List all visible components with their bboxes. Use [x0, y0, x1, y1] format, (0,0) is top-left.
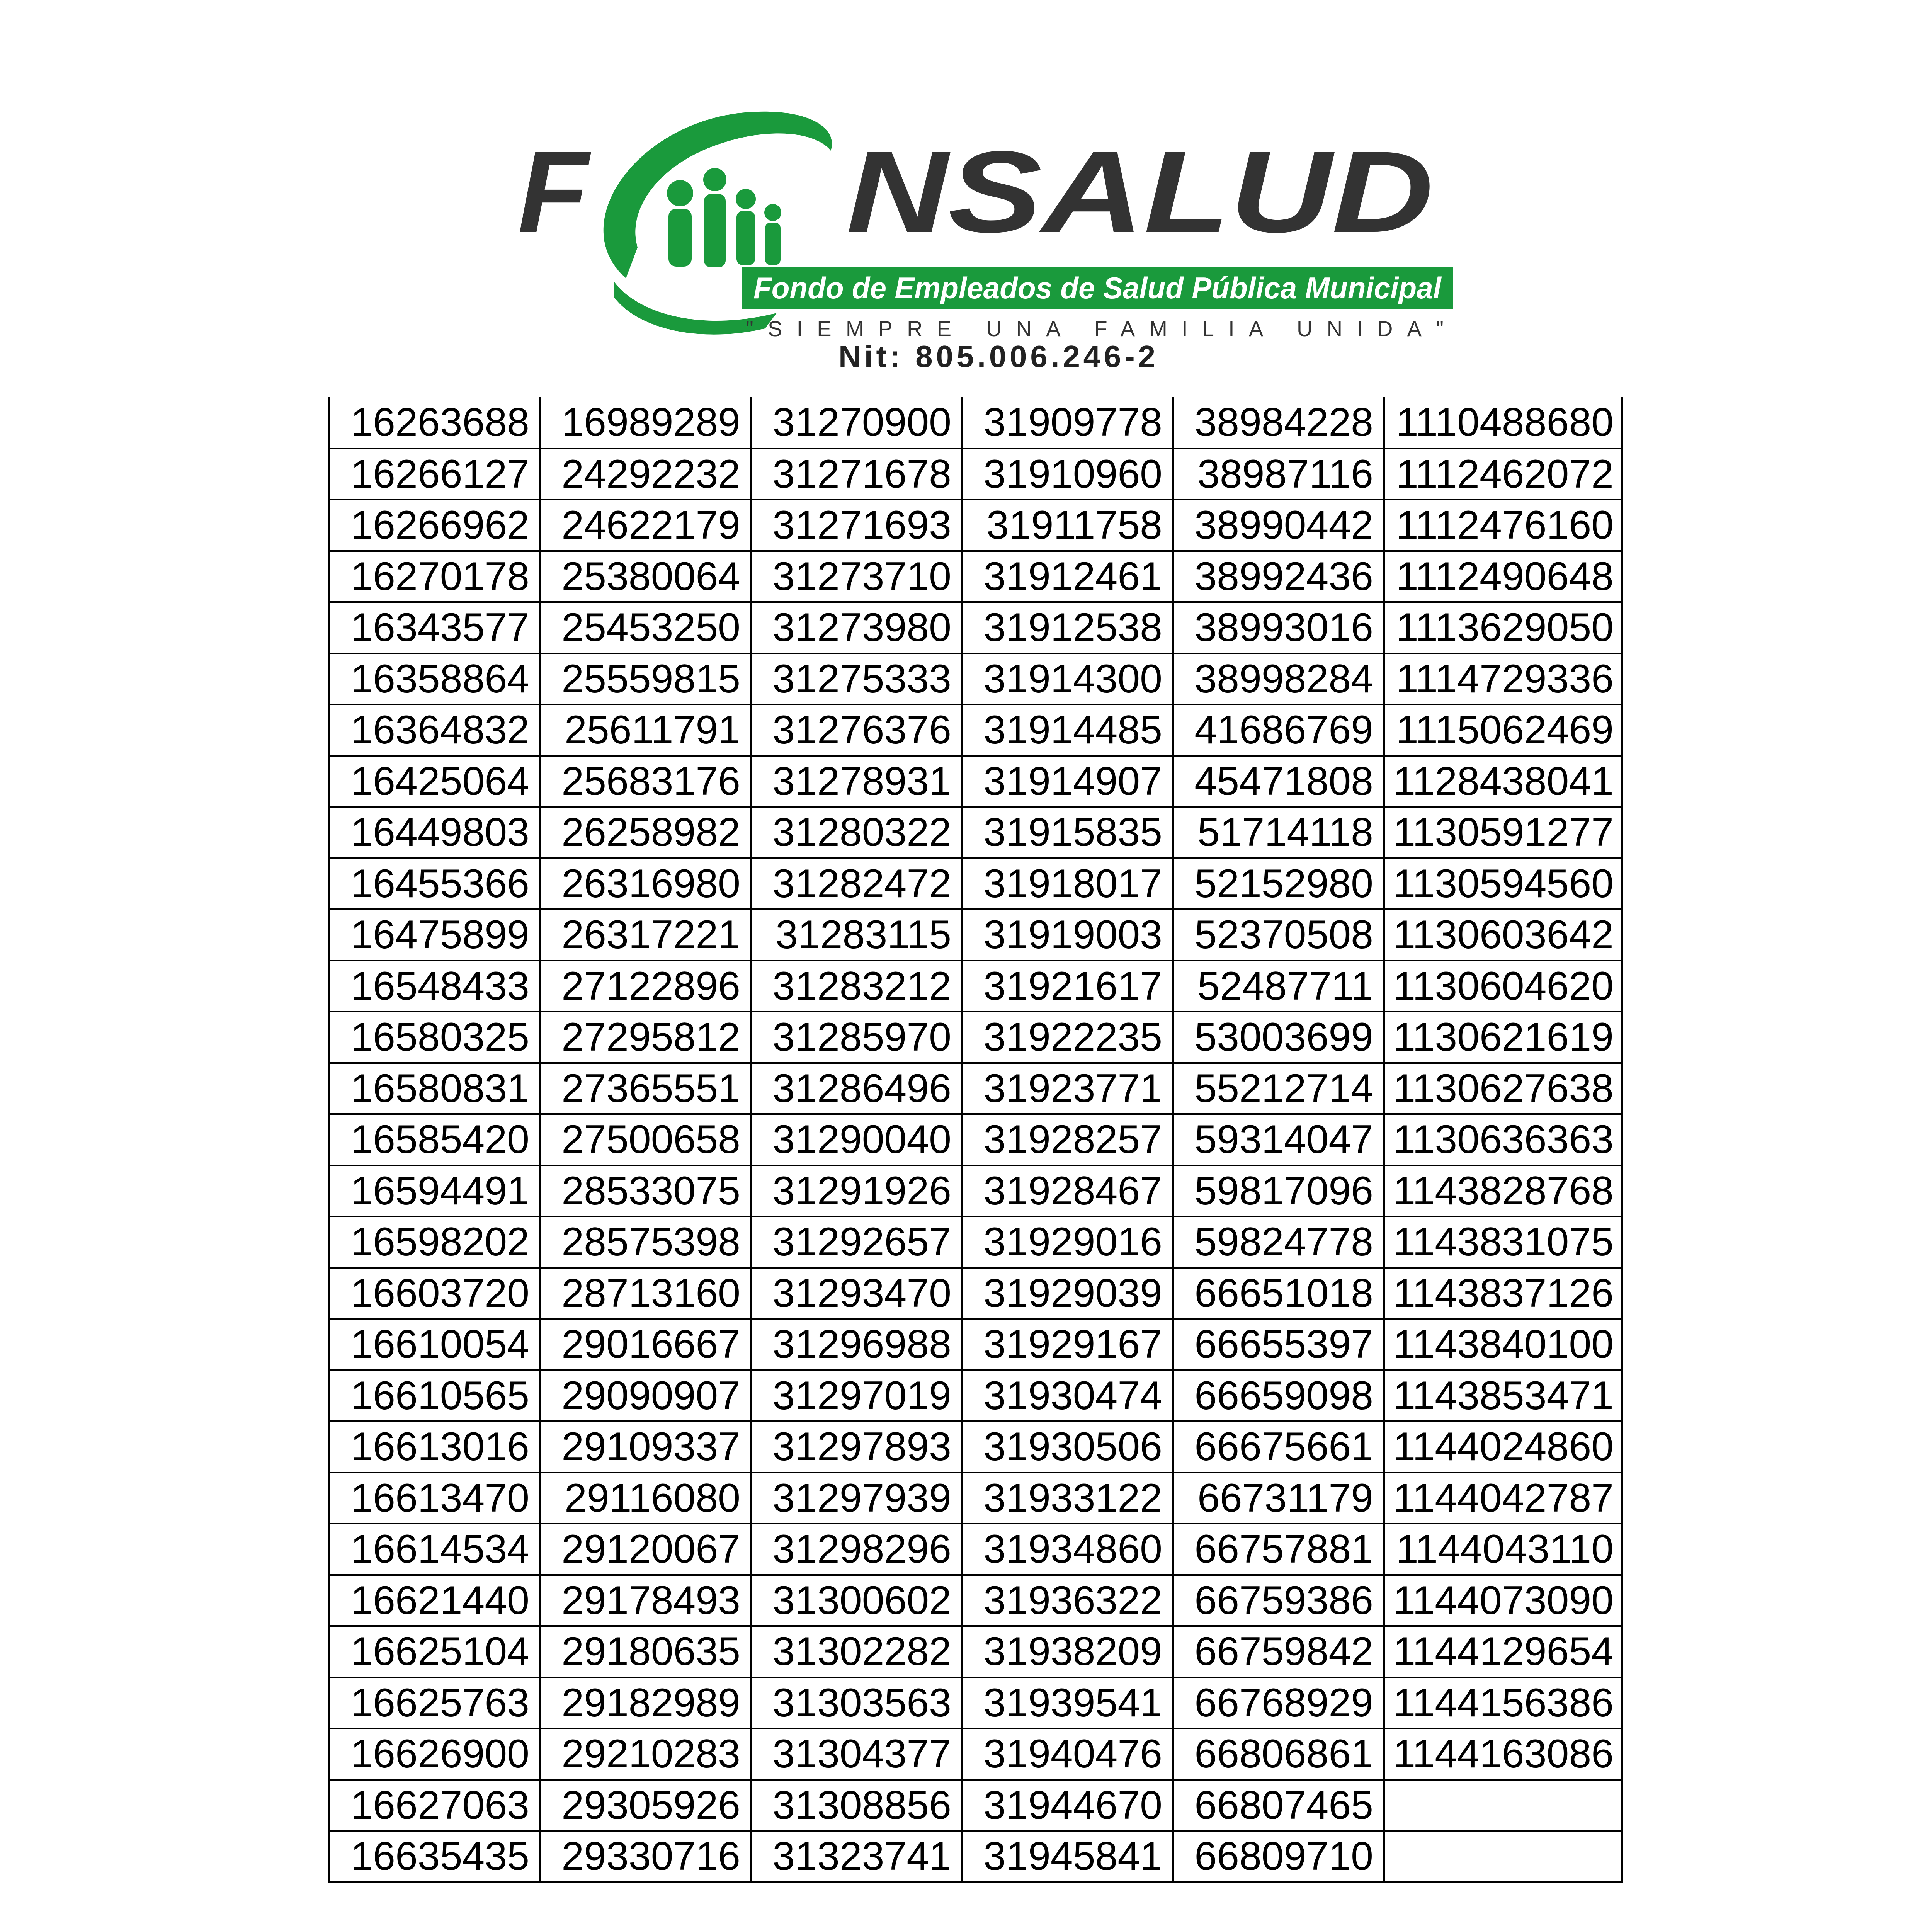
- table-cell: 38987116: [1173, 449, 1384, 500]
- table-cell: 25380064: [540, 551, 751, 602]
- table-cell: 29120067: [540, 1524, 751, 1575]
- table-cell: 31944670: [962, 1780, 1173, 1831]
- table-cell: 1110488680: [1384, 397, 1622, 449]
- table-cell: 31918017: [962, 858, 1173, 910]
- table-cell: 16613016: [329, 1421, 540, 1473]
- table-cell: 1114729336: [1384, 653, 1622, 705]
- table-cell: 1143853471: [1384, 1370, 1622, 1422]
- table-cell: 31909778: [962, 397, 1173, 449]
- table-cell: 16548433: [329, 961, 540, 1012]
- table-cell: 16598202: [329, 1216, 540, 1268]
- table-cell: 31290040: [751, 1114, 962, 1165]
- table-cell: 16364832: [329, 704, 540, 756]
- table-cell: 31271678: [751, 449, 962, 500]
- table-cell: 66759842: [1173, 1626, 1384, 1677]
- table-cell: 1143828768: [1384, 1165, 1622, 1217]
- table-cell: 31271693: [751, 500, 962, 551]
- table-cell: 1130604620: [1384, 961, 1622, 1012]
- table-cell: 45471808: [1173, 756, 1384, 807]
- table-row: [329, 500, 1622, 551]
- table-cell: 29330716: [540, 1831, 751, 1882]
- table-cell: 16425064: [329, 756, 540, 807]
- table-cell: 25611791: [540, 704, 751, 756]
- table-cell: 1144024860: [1384, 1421, 1622, 1473]
- fonsalud-logo: [498, 97, 1464, 390]
- table-cell: 16989289: [540, 397, 751, 449]
- table-row: [329, 1626, 1622, 1677]
- table-cell: 38998284: [1173, 653, 1384, 705]
- table-cell: 31910960: [962, 449, 1173, 500]
- table-row: [329, 653, 1622, 705]
- table-cell: 1144163086: [1384, 1728, 1622, 1780]
- table-cell: 31928467: [962, 1165, 1173, 1217]
- table-cell: 31945841: [962, 1831, 1173, 1882]
- table-cell: 31270900: [751, 397, 962, 449]
- member-id-table: [328, 397, 1623, 1883]
- table-cell: 1112476160: [1384, 500, 1622, 551]
- table-cell: 31922235: [962, 1012, 1173, 1063]
- table-cell: 31304377: [751, 1728, 962, 1780]
- table-cell: 29305926: [540, 1780, 751, 1831]
- table-cell: 1130594560: [1384, 858, 1622, 910]
- table-cell: 28575398: [540, 1216, 751, 1268]
- table-row: [329, 807, 1622, 858]
- logo-letter-f: F: [518, 127, 589, 257]
- table-cell: 1130636363: [1384, 1114, 1622, 1165]
- table-cell: 1130603642: [1384, 909, 1622, 961]
- table-cell: 31923771: [962, 1063, 1173, 1114]
- table-cell: 31915835: [962, 807, 1173, 858]
- table-row: [329, 1268, 1622, 1319]
- table-cell: 31308856: [751, 1780, 962, 1831]
- table-cell: 38992436: [1173, 551, 1384, 602]
- table-cell: 29116080: [540, 1473, 751, 1524]
- table-cell: 31286496: [751, 1063, 962, 1114]
- table-row: [329, 1114, 1622, 1165]
- table-cell: 31273980: [751, 602, 962, 653]
- table-cell: 16625763: [329, 1677, 540, 1729]
- nit-number: Nit: 805.006.246-2: [838, 339, 1155, 374]
- table-cell: [1384, 1831, 1622, 1882]
- table-cell: 1143840100: [1384, 1319, 1622, 1370]
- table-cell: 38984228: [1173, 397, 1384, 449]
- table-row: [329, 1012, 1622, 1063]
- table-cell: 31940476: [962, 1728, 1173, 1780]
- table-cell: 55212714: [1173, 1063, 1384, 1114]
- table-cell: 1143837126: [1384, 1268, 1622, 1319]
- table-cell: 16343577: [329, 602, 540, 653]
- table-cell: 31914485: [962, 704, 1173, 756]
- table-cell: 66768929: [1173, 1677, 1384, 1729]
- table-row: [329, 1677, 1622, 1729]
- table-cell: 31912461: [962, 551, 1173, 602]
- table-cell: 1130621619: [1384, 1012, 1622, 1063]
- table-cell: 16358864: [329, 653, 540, 705]
- table-cell: 59314047: [1173, 1114, 1384, 1165]
- table-row: [329, 551, 1622, 602]
- table-row: [329, 1524, 1622, 1575]
- table-cell: 27500658: [540, 1114, 751, 1165]
- table-cell: 52152980: [1173, 858, 1384, 910]
- table-row: [329, 909, 1622, 961]
- table-cell: 31929016: [962, 1216, 1173, 1268]
- table-cell: 31297939: [751, 1473, 962, 1524]
- table-cell: 31297893: [751, 1421, 962, 1473]
- table-cell: 66759386: [1173, 1575, 1384, 1626]
- table-cell: 31302282: [751, 1626, 962, 1677]
- table-cell: 66651018: [1173, 1268, 1384, 1319]
- table-cell: 16270178: [329, 551, 540, 602]
- table-cell: 1144156386: [1384, 1677, 1622, 1729]
- table-cell: 16585420: [329, 1114, 540, 1165]
- table-cell: 1130591277: [1384, 807, 1622, 858]
- table-cell: 52370508: [1173, 909, 1384, 961]
- table-cell: 16610054: [329, 1319, 540, 1370]
- table-cell: 16625104: [329, 1626, 540, 1677]
- table-cell: 1144129654: [1384, 1626, 1622, 1677]
- table-cell: 31914300: [962, 653, 1173, 705]
- table-cell: 1113629050: [1384, 602, 1622, 653]
- table-cell: 66757881: [1173, 1524, 1384, 1575]
- table-row: [329, 961, 1622, 1012]
- table-row: [329, 1216, 1622, 1268]
- table-cell: 28713160: [540, 1268, 751, 1319]
- table-cell: 31912538: [962, 602, 1173, 653]
- table-cell: 16266127: [329, 449, 540, 500]
- table-cell: 31280322: [751, 807, 962, 858]
- table-cell: 31275333: [751, 653, 962, 705]
- table-cell: 16266962: [329, 500, 540, 551]
- table-cell: 28533075: [540, 1165, 751, 1217]
- table-cell: 29090907: [540, 1370, 751, 1422]
- table-row: [329, 1473, 1622, 1524]
- table-cell: 31276376: [751, 704, 962, 756]
- table-cell: 16603720: [329, 1268, 540, 1319]
- table-cell: 31930506: [962, 1421, 1173, 1473]
- table-cell: 31914907: [962, 756, 1173, 807]
- table-row: [329, 1421, 1622, 1473]
- table-cell: 1144042787: [1384, 1473, 1622, 1524]
- table-cell: 66731179: [1173, 1473, 1384, 1524]
- table-cell: 16263688: [329, 397, 540, 449]
- table-cell: 31933122: [962, 1473, 1173, 1524]
- table-cell: 31293470: [751, 1268, 962, 1319]
- table-cell: 66675661: [1173, 1421, 1384, 1473]
- table-row: [329, 397, 1622, 449]
- table-cell: 31282472: [751, 858, 962, 910]
- table-row: [329, 756, 1622, 807]
- table-cell: 31929039: [962, 1268, 1173, 1319]
- table-cell: 66806861: [1173, 1728, 1384, 1780]
- table-cell: 59817096: [1173, 1165, 1384, 1217]
- table-cell: [1384, 1780, 1622, 1831]
- table-cell: 27295812: [540, 1012, 751, 1063]
- table-cell: 27122896: [540, 961, 751, 1012]
- table-cell: 27365551: [540, 1063, 751, 1114]
- table-cell: 1128438041: [1384, 756, 1622, 807]
- table-cell: 29210283: [540, 1728, 751, 1780]
- table-cell: 1112462072: [1384, 449, 1622, 500]
- table-cell: 31273710: [751, 551, 962, 602]
- table-cell: 66807465: [1173, 1780, 1384, 1831]
- table-cell: 31938209: [962, 1626, 1173, 1677]
- table-cell: 16614534: [329, 1524, 540, 1575]
- table-cell: 16621440: [329, 1575, 540, 1626]
- table-row: [329, 1370, 1622, 1422]
- table-cell: 41686769: [1173, 704, 1384, 756]
- table-cell: 31283115: [751, 909, 962, 961]
- table-cell: 31928257: [962, 1114, 1173, 1165]
- table-row: [329, 704, 1622, 756]
- table-cell: 24622179: [540, 500, 751, 551]
- table-cell: 29180635: [540, 1626, 751, 1677]
- table-cell: 29178493: [540, 1575, 751, 1626]
- table-cell: 1130627638: [1384, 1063, 1622, 1114]
- table-cell: 31296988: [751, 1319, 962, 1370]
- table-cell: 26258982: [540, 807, 751, 858]
- table-cell: 1144073090: [1384, 1575, 1622, 1626]
- table-cell: 1112490648: [1384, 551, 1622, 602]
- tagline: Fondo de Empleados de Salud Pública Municipal: [753, 271, 1442, 305]
- table-cell: 16594491: [329, 1165, 540, 1217]
- table-cell: 29182989: [540, 1677, 751, 1729]
- table-cell: 16580325: [329, 1012, 540, 1063]
- table-cell: 16455366: [329, 858, 540, 910]
- table-cell: 16475899: [329, 909, 540, 961]
- table-cell: 16449803: [329, 807, 540, 858]
- table-cell: 31921617: [962, 961, 1173, 1012]
- table-row: [329, 1165, 1622, 1217]
- table-cell: 31283212: [751, 961, 962, 1012]
- table-cell: 1115062469: [1384, 704, 1622, 756]
- table-cell: 29109337: [540, 1421, 751, 1473]
- table-cell: 25559815: [540, 653, 751, 705]
- table-cell: 1144043110: [1384, 1524, 1622, 1575]
- table-cell: 31291926: [751, 1165, 962, 1217]
- table-cell: 25453250: [540, 602, 751, 653]
- table-row: [329, 1575, 1622, 1626]
- table-cell: 16613470: [329, 1473, 540, 1524]
- table-cell: 26317221: [540, 909, 751, 961]
- table-cell: 38990442: [1173, 500, 1384, 551]
- table-cell: 16635435: [329, 1831, 540, 1882]
- table-cell: 31303563: [751, 1677, 962, 1729]
- table-row: [329, 1831, 1622, 1882]
- table-cell: 66655397: [1173, 1319, 1384, 1370]
- table-cell: 1143831075: [1384, 1216, 1622, 1268]
- table-cell: 31292657: [751, 1216, 962, 1268]
- table-row: [329, 602, 1622, 653]
- table-cell: 31934860: [962, 1524, 1173, 1575]
- table-cell: 31300602: [751, 1575, 962, 1626]
- table-cell: 59824778: [1173, 1216, 1384, 1268]
- table-cell: 38993016: [1173, 602, 1384, 653]
- table-cell: 29016667: [540, 1319, 751, 1370]
- table-cell: 31930474: [962, 1370, 1173, 1422]
- table-cell: 51714118: [1173, 807, 1384, 858]
- table-row: [329, 449, 1622, 500]
- table-row: [329, 858, 1622, 910]
- table-cell: 66809710: [1173, 1831, 1384, 1882]
- table-cell: 31929167: [962, 1319, 1173, 1370]
- table-cell: 31936322: [962, 1575, 1173, 1626]
- table-cell: 31297019: [751, 1370, 962, 1422]
- table-cell: 16580831: [329, 1063, 540, 1114]
- table-cell: 31939541: [962, 1677, 1173, 1729]
- table-row: [329, 1319, 1622, 1370]
- table-cell: 66659098: [1173, 1370, 1384, 1422]
- table-row: [329, 1063, 1622, 1114]
- table-cell: 16627063: [329, 1780, 540, 1831]
- table-cell: 31298296: [751, 1524, 962, 1575]
- logo-wordmark: NSALUD: [846, 127, 1434, 257]
- table-cell: 31285970: [751, 1012, 962, 1063]
- table-cell: 31919003: [962, 909, 1173, 961]
- table-cell: 31323741: [751, 1831, 962, 1882]
- table-cell: 25683176: [540, 756, 751, 807]
- table-cell: 31911758: [962, 500, 1173, 551]
- table-cell: 24292232: [540, 449, 751, 500]
- table-cell: 53003699: [1173, 1012, 1384, 1063]
- table-cell: 52487711: [1173, 961, 1384, 1012]
- table-cell: 16610565: [329, 1370, 540, 1422]
- table-cell: 16626900: [329, 1728, 540, 1780]
- table-row: [329, 1780, 1622, 1831]
- table-row: [329, 1728, 1622, 1780]
- motto: "SIEMPRE UNA FAMILIA UNIDA": [746, 316, 1449, 341]
- table-cell: 26316980: [540, 858, 751, 910]
- table-cell: 31278931: [751, 756, 962, 807]
